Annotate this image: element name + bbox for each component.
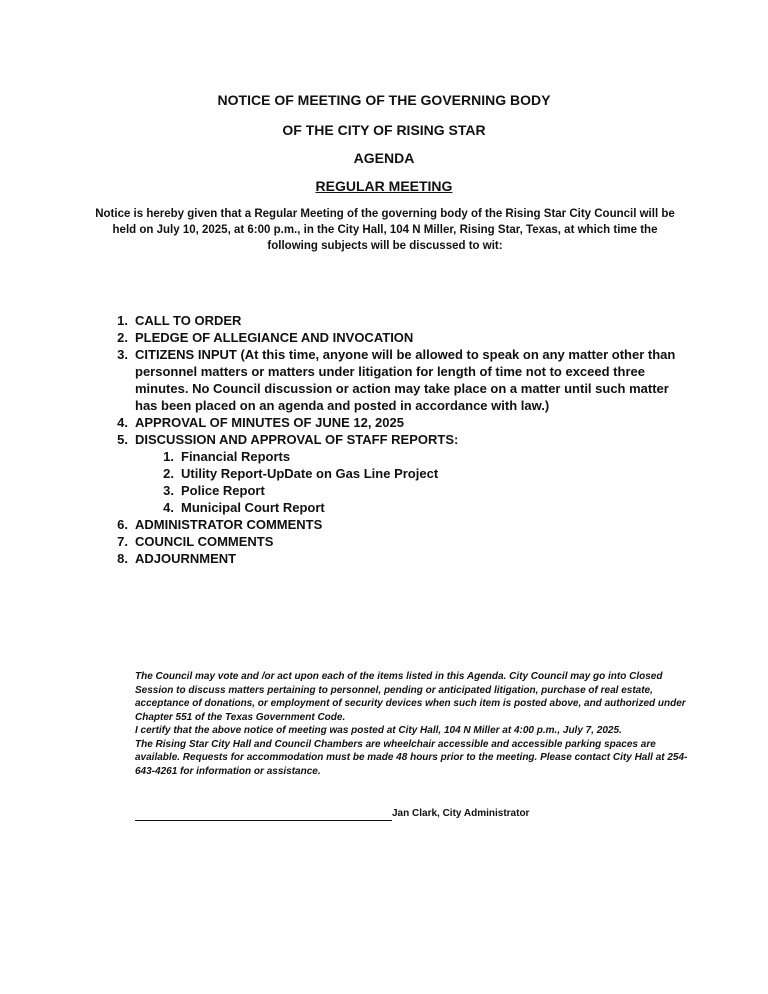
agenda-subitem-number: 3. <box>163 483 174 498</box>
agenda-item-text: CALL TO ORDER <box>135 313 242 328</box>
agenda-item-number: 2. <box>117 330 128 345</box>
agenda-subitem-text: Municipal Court Report <box>181 500 325 515</box>
posting-certification-note: I certify that the above notice of meeting was posted at City Hall, 104 N Miller at 4:00 p.m., July 7, 2025. <box>135 725 622 736</box>
meeting-type-heading: REGULAR MEETING <box>315 178 453 194</box>
agenda-item-number: 6. <box>117 517 128 532</box>
legal-notes <box>135 670 695 778</box>
agenda-list <box>108 312 688 567</box>
signature-block <box>135 807 529 821</box>
notice-title: NOTICE OF MEETING OF THE GOVERNING BODY <box>217 92 551 108</box>
city-name-heading: OF THE CITY OF RISING STAR <box>282 122 486 138</box>
agenda-item-text: DISCUSSION AND APPROVAL OF STAFF REPORTS: <box>135 432 459 447</box>
agenda-item-text: APPROVAL OF MINUTES OF JUNE 12, 2025 <box>135 415 404 430</box>
staff-reports-sublist <box>135 448 688 516</box>
agenda-item-text: ADJOURNMENT <box>135 551 237 566</box>
accessibility-note: The Rising Star City Hall and Council Chambers are wheelchair accessible and accessible parking spaces are available. Requests for accommodation must be made 48 hours prior to the meeting. Please contact City Hall at 254-643-4261 for information or assistance. <box>135 738 688 777</box>
agenda-subitem-number: 1. <box>163 449 174 464</box>
agenda-subitem <box>154 482 688 499</box>
agenda-item-number: 7. <box>117 534 128 549</box>
agenda-subitem <box>154 448 688 465</box>
agenda-subitem-text: Police Report <box>181 483 265 498</box>
agenda-item <box>108 516 688 533</box>
agenda-subitem-text: Utility Report-UpDate on Gas Line Project <box>181 466 439 481</box>
signatory-name: Jan Clark, City Administrator <box>392 808 530 819</box>
agenda-item <box>108 431 688 516</box>
agenda-item-text: PLEDGE OF ALLEGIANCE AND INVOCATION <box>135 330 414 345</box>
agenda-item-number: 8. <box>117 551 128 566</box>
agenda-item-number: 4. <box>117 415 128 430</box>
agenda-item-number: 1. <box>117 313 128 328</box>
meeting-notice-paragraph: Notice is hereby given that a Regular Meeting of the governing body of the Rising Star City Council will be held on July 10, 2025, at 6:00 p.m., in the City Hall, 104 N Miller, Rising Star, Texas, at which time the following subjects will be discussed to wit: <box>95 208 675 252</box>
agenda-item <box>108 550 688 567</box>
agenda-subitem-number: 4. <box>163 500 174 515</box>
agenda-subitem <box>154 465 688 482</box>
agenda-item <box>108 414 688 431</box>
agenda-subitem-number: 2. <box>163 466 174 481</box>
signature-line <box>135 808 392 821</box>
agenda-item-number: 5. <box>117 432 128 447</box>
agenda-item <box>108 312 688 329</box>
agenda-item <box>108 346 688 414</box>
agenda-item-text: ADMINISTRATOR COMMENTS <box>135 517 323 532</box>
agenda-item <box>108 533 688 550</box>
agenda-subitem-text: Financial Reports <box>181 449 291 464</box>
agenda-item-number: 3. <box>117 347 128 362</box>
agenda-item-text: CITIZENS INPUT (At this time, anyone will be allowed to speak on any matter other than personnel matters or matters under litigation for length of time not to exceed three minutes. No Council discussion or action may take place on a matter until such matter has been placed on an agenda and posted in accordance with law.) <box>135 347 676 413</box>
agenda-subitem <box>154 499 688 516</box>
agenda-item-text: COUNCIL COMMENTS <box>135 534 274 549</box>
closed-session-note: The Council may vote and /or act upon each of the items listed in this Agenda. City Council may go into Closed Session to discuss matters pertaining to personnel, pending or anticipated litigation, purchase of real estate, acceptance of donations, or employment of security devices when such item is posted above, and authorized under Chapter 551 of the Texas Government Code. <box>135 671 686 723</box>
agenda-heading: AGENDA <box>353 150 415 166</box>
agenda-item <box>108 329 688 346</box>
